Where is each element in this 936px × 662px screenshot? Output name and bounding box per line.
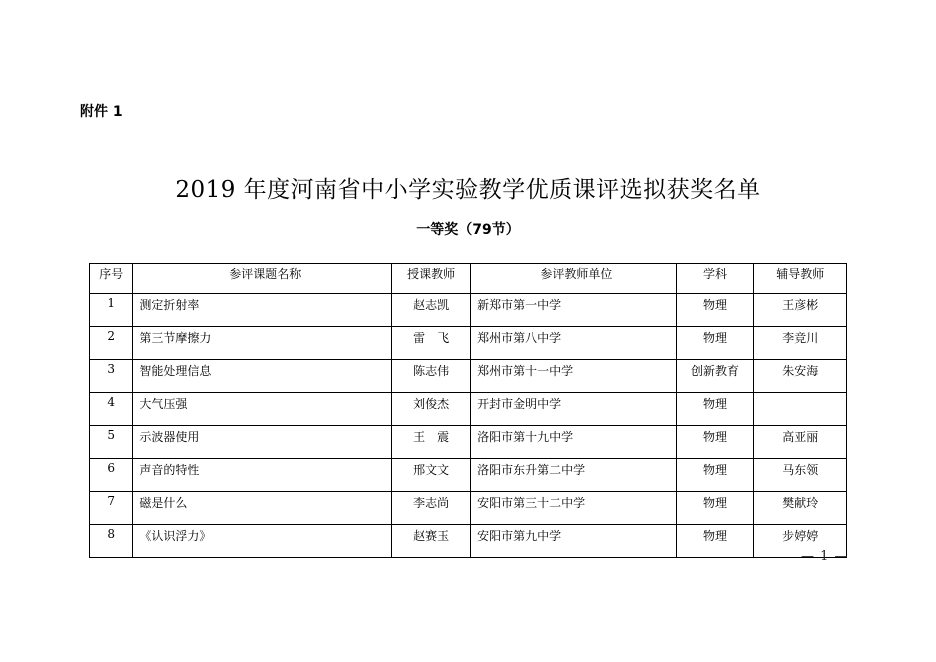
table-row <box>90 294 847 327</box>
cell-mentor: 步婷婷 <box>754 525 847 558</box>
table-row <box>90 327 847 360</box>
cell-unit: 安阳市第九中学 <box>471 525 677 558</box>
table-row <box>90 492 847 525</box>
cell-unit: 安阳市第三十二中学 <box>471 492 677 525</box>
cell-subject: 物理 <box>676 492 754 525</box>
cell-unit: 郑州市第八中学 <box>471 327 677 360</box>
cell-number: 8 <box>90 525 133 558</box>
cell-topic: 测定折射率 <box>133 294 392 327</box>
page-number: — 1 — <box>801 549 849 564</box>
cell-teacher: 雷 飞 <box>392 327 471 360</box>
cell-subject: 创新教育 <box>676 360 754 393</box>
cell-teacher: 赵志凯 <box>392 294 471 327</box>
cell-teacher: 邢文文 <box>392 459 471 492</box>
cell-teacher: 陈志伟 <box>392 360 471 393</box>
cell-mentor <box>754 393 847 426</box>
table-row <box>90 459 847 492</box>
cell-number: 7 <box>90 492 133 525</box>
award-section-title: 一等奖（79节） <box>416 222 520 238</box>
header-number: 序号 <box>90 264 133 294</box>
cell-mentor: 樊献玲 <box>754 492 847 525</box>
header-mentor: 辅导教师 <box>754 264 847 294</box>
table-row <box>90 360 847 393</box>
header-topic: 参评课题名称 <box>133 264 392 294</box>
table-header-row <box>90 264 847 294</box>
cell-topic: 示波器使用 <box>133 426 392 459</box>
cell-mentor: 朱安海 <box>754 360 847 393</box>
header-unit: 参评教师单位 <box>471 264 677 294</box>
cell-topic: 声音的特性 <box>133 459 392 492</box>
cell-mentor: 马东领 <box>754 459 847 492</box>
cell-unit: 洛阳市第十九中学 <box>471 426 677 459</box>
cell-subject: 物理 <box>676 294 754 327</box>
cell-teacher: 李志尚 <box>392 492 471 525</box>
cell-unit: 新郑市第一中学 <box>471 294 677 327</box>
cell-subject: 物理 <box>676 426 754 459</box>
cell-number: 2 <box>90 327 133 360</box>
cell-teacher: 刘俊杰 <box>392 393 471 426</box>
attachment-label: 附件 1 <box>80 104 123 120</box>
cell-subject: 物理 <box>676 525 754 558</box>
table-row <box>90 525 847 558</box>
cell-number: 3 <box>90 360 133 393</box>
cell-topic: 第三节摩擦力 <box>133 327 392 360</box>
cell-number: 1 <box>90 294 133 327</box>
cell-unit: 郑州市第十一中学 <box>471 360 677 393</box>
cell-topic: 智能处理信息 <box>133 360 392 393</box>
cell-subject: 物理 <box>676 459 754 492</box>
cell-subject: 物理 <box>676 393 754 426</box>
cell-number: 4 <box>90 393 133 426</box>
cell-unit: 洛阳市东升第二中学 <box>471 459 677 492</box>
cell-mentor: 高亚丽 <box>754 426 847 459</box>
cell-teacher: 赵赛玉 <box>392 525 471 558</box>
cell-unit: 开封市金明中学 <box>471 393 677 426</box>
cell-topic: 磁是什么 <box>133 492 392 525</box>
cell-subject: 物理 <box>676 327 754 360</box>
header-subject: 学科 <box>676 264 754 294</box>
cell-topic: 《认识浮力》 <box>133 525 392 558</box>
document-title: 2019 年度河南省中小学实验教学优质课评选拟获奖名单 <box>175 177 761 203</box>
cell-mentor: 李竞川 <box>754 327 847 360</box>
header-teacher: 授课教师 <box>392 264 471 294</box>
table-row <box>90 426 847 459</box>
table-row <box>90 393 847 426</box>
cell-number: 5 <box>90 426 133 459</box>
cell-teacher: 王 震 <box>392 426 471 459</box>
award-table <box>89 263 847 558</box>
cell-mentor: 王彦彬 <box>754 294 847 327</box>
cell-topic: 大气压强 <box>133 393 392 426</box>
cell-number: 6 <box>90 459 133 492</box>
